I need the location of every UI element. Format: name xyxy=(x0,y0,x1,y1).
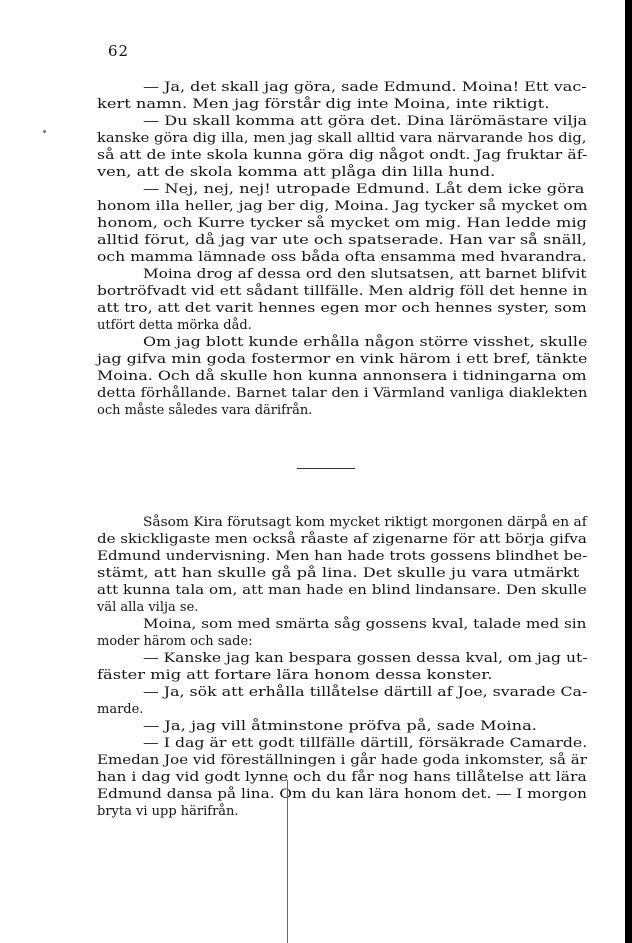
text-line: Edmund dansa på lina. Om du kan lära honom det. — I morgon xyxy=(97,787,587,802)
text-line: honom, och Kurre tycker så mycket om mig. Han ledde mig xyxy=(97,216,587,231)
text-line: han i dag vid godt lynne och du får nog hans tillåtelse att lära xyxy=(97,770,587,785)
section-divider xyxy=(297,468,355,469)
text-line: Emedan Joe vid föreställningen i går hade goda inkomster, så är xyxy=(97,753,587,768)
text-line: Moina, som med smärta såg gossens kval, talade med sin xyxy=(143,617,587,632)
text-line: så att de inte skola kunna göra dig något ondt. Jag fruktar äf- xyxy=(97,148,588,163)
text-line: väl alla vilja se. xyxy=(97,600,199,615)
text-line: Om jag blott kunde erhålla någon större visshet, skulle xyxy=(143,335,588,350)
text-line: — Nej, nej, nej! utropade Edmund. Låt dem icke göra xyxy=(143,182,585,197)
text-line: stämt, att han skulle gå på lina. Det skulle ju vara utmärkt xyxy=(97,566,580,581)
text-line: att kunna tala om, att man hade en blind lindansare. Den skulle xyxy=(97,583,587,598)
text-line: Moina drog af dessa ord den slutsatsen, att barnet blifvit xyxy=(143,267,587,282)
text-line: — Ja, sök att erhålla tillåtelse därtill af Joe, svarade Ca- xyxy=(143,685,588,700)
text-line: kanske göra dig illa, men jag skall alltid vara närvarande hos dig, xyxy=(97,131,587,146)
page-edge xyxy=(625,0,632,943)
margin-speck xyxy=(43,130,46,133)
text-line: — I dag är ett godt tillfälle därtill, försäkrade Camarde. xyxy=(143,736,588,751)
text-line: och mamma lämnade oss båda ofta ensamma med hvarandra. xyxy=(97,250,587,265)
text-line: bortröfvadt vid ett sådant tillfälle. Men aldrig föll det henne in xyxy=(97,284,588,299)
text-line: detta förhållande. Barnet talar den i Värmland vanliga diaklekten xyxy=(97,386,588,401)
text-line: kert namn. Men jag förstår dig inte Moina, inte riktigt. xyxy=(97,97,550,112)
text-line: jag gifva min goda fostermor en vink härom i ett bref, tänkte xyxy=(97,352,588,367)
text-line: moder härom och sade: xyxy=(97,634,253,649)
text-line: Såsom Kira förutsagt kom mycket riktigt morgonen därpå en af xyxy=(143,515,587,530)
text-line: ven, att de skola komma att plåga din lilla hund. xyxy=(97,165,496,180)
text-line: Moina. Och då skulle hon kunna annonsera i tidningarna om xyxy=(97,369,587,384)
page-number: 62 xyxy=(108,42,130,60)
text-line: — Ja, det skall jag göra, sade Edmund. Moina! Ett vac- xyxy=(143,80,587,95)
text-line: fäster mig att fortare lära honom dessa konster. xyxy=(97,668,493,683)
text-line: Edmund undervisning. Men han hade trots gossens blindhet be- xyxy=(97,549,588,564)
text-line: de skickligaste men också råaste af zigenarne för att börja gifva xyxy=(97,532,587,547)
text-line: att tro, att det varit hennes egen mor och hennes syster, som xyxy=(97,301,587,316)
text-line: — Du skall komma att göra det. Dina lärömästare vilja xyxy=(143,114,588,129)
page-fold-line xyxy=(287,780,288,943)
text-line: marde. xyxy=(97,702,144,717)
text-line: honom illa heller, jag ber dig, Moina. Jag tycker så mycket om xyxy=(97,199,588,214)
text-line: — Kanske jag kan bespara gossen dessa kval, om jag ut- xyxy=(143,651,588,666)
text-line: utfört detta mörka dåd. xyxy=(97,318,252,333)
text-line: bryta vi upp härifrån. xyxy=(97,804,239,819)
text-line: alltid förut, då jag var ute och spatserade. Han var så snäll, xyxy=(97,233,587,248)
text-line: — Ja, jag vill åtminstone pröfva på, sade Moina. xyxy=(143,719,537,734)
text-line: och måste således vara därifrån. xyxy=(97,403,313,418)
